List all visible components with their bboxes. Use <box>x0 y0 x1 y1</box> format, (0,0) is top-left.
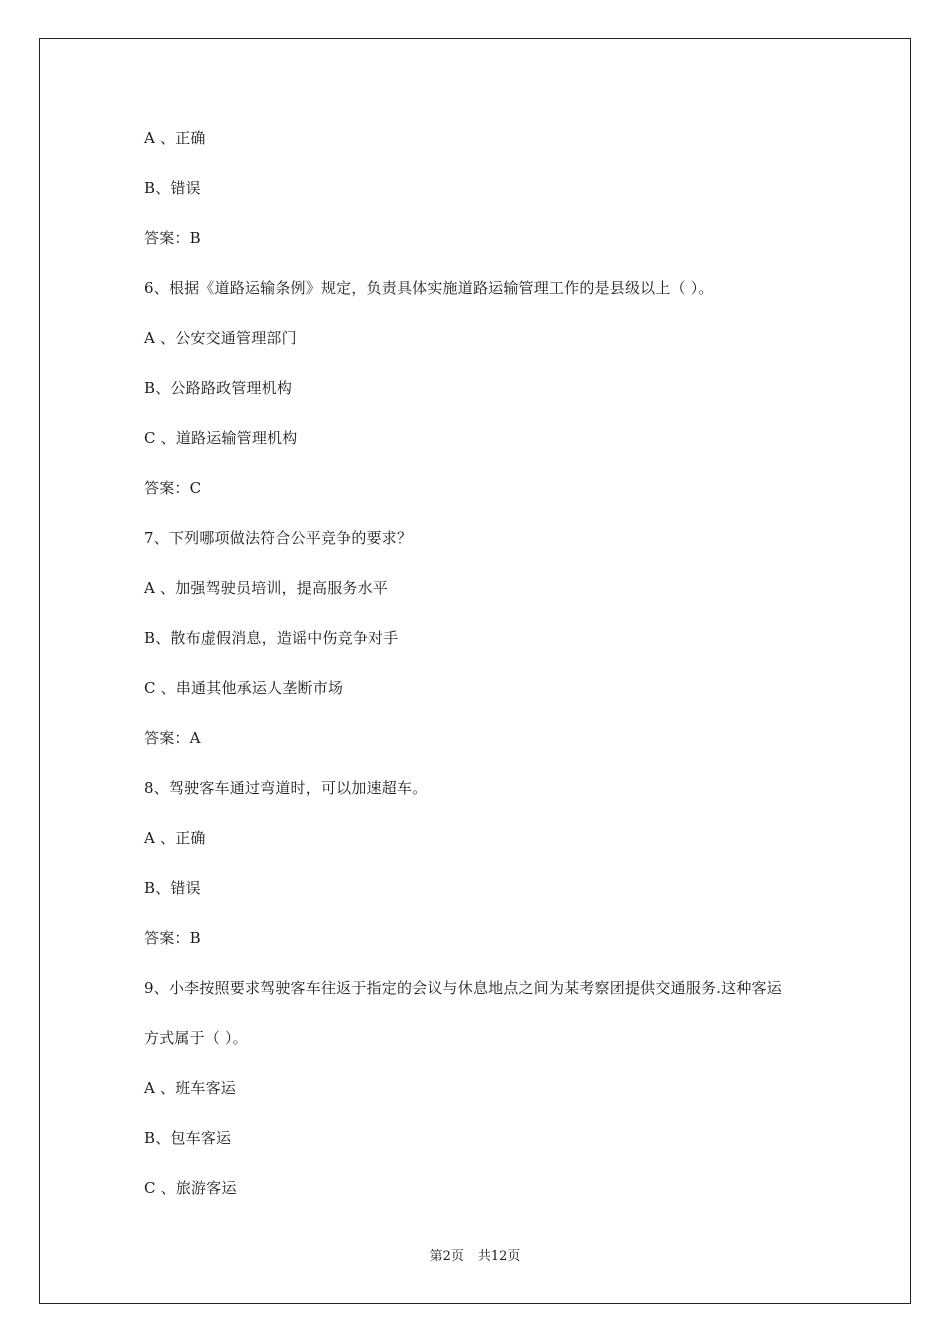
page-total: 共12页 <box>477 1249 521 1264</box>
option-a: A 、正确 <box>144 129 206 147</box>
question-7: 7、下列哪项做法符合公平竞争的要求？ <box>144 529 413 547</box>
option-c: C 、串通其他承运人垄断市场 <box>144 679 344 697</box>
question-8: 8、驾驶客车通过弯道时，可以加速超车。 <box>144 779 428 797</box>
option-a: A 、加强驾驶员培训，提高服务水平 <box>144 579 389 597</box>
question-9-continued: 方式属于（ ）。 <box>144 1029 248 1047</box>
answer: 答案：C <box>144 479 202 497</box>
answer: 答案：B <box>144 229 201 247</box>
option-b: B、散布虚假消息，造谣中伤竞争对手 <box>144 629 399 647</box>
option-c: C 、道路运输管理机构 <box>144 429 298 447</box>
option-a: A 、班车客运 <box>144 1079 237 1097</box>
answer: 答案：A <box>144 729 201 747</box>
page-footer <box>0 1247 950 1267</box>
option-b: B、错误 <box>144 879 201 897</box>
option-b: B、公路路政管理机构 <box>144 379 293 397</box>
page-number: 第2页 <box>429 1249 464 1264</box>
option-a: A 、正确 <box>144 829 206 847</box>
option-b: B、包车客运 <box>144 1129 232 1147</box>
question-6: 6、根据《道路运输条例》规定，负责具体实施道路运输管理工作的是县级以上（ ）。 <box>144 279 714 297</box>
option-a: A 、公安交通管理部门 <box>144 329 297 347</box>
option-c: C 、旅游客运 <box>144 1179 237 1197</box>
question-9: 9、小李按照要求驾驶客车往返于指定的会议与休息地点之间为某考察团提供交通服务.这种客运 <box>144 979 782 997</box>
answer: 答案：B <box>144 929 201 947</box>
option-b: B、错误 <box>144 179 201 197</box>
document-body <box>144 126 824 1226</box>
